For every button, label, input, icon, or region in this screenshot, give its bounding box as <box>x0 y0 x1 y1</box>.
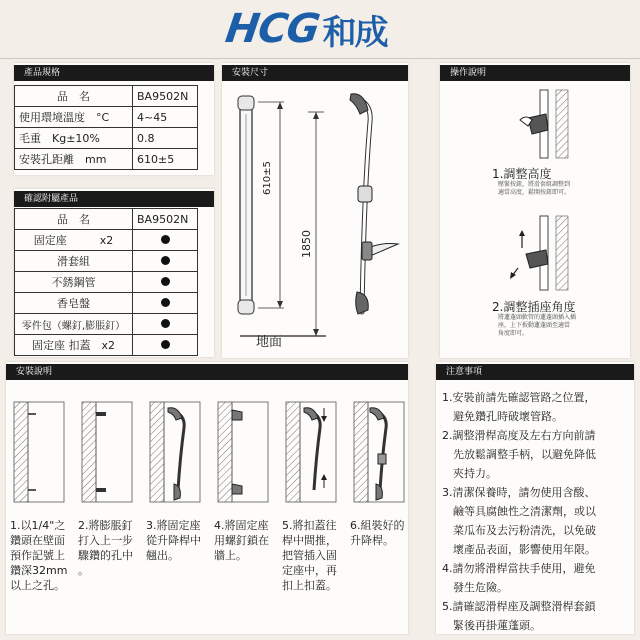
parts-table <box>14 208 198 356</box>
spec-cell: 品 名 <box>15 86 133 107</box>
parts-header: 確認附屬產品 <box>14 191 214 207</box>
included-mark <box>133 335 198 356</box>
note-line: 1.安裝前請先確認管路之位置， <box>442 391 596 404</box>
caption-line: 扣上扣蓋。 <box>282 579 337 592</box>
ops-step2-title: 2.調整插座角度 <box>492 300 576 314</box>
ops-step2-desc-2: 座，上下扳動蓮蓬頭至適當 <box>498 322 571 329</box>
included-mark <box>133 293 198 314</box>
brand-latin: HCG <box>222 6 322 52</box>
caption-line: 桿中間推， <box>282 534 337 547</box>
dot-icon <box>161 298 170 307</box>
parts-cell: 固定座 扣蓋 x2 <box>15 335 133 356</box>
spec-cell: 610±5 <box>133 149 198 170</box>
table-row <box>15 230 198 251</box>
table-row <box>15 314 198 335</box>
caption-line: 打入上一步 <box>78 534 133 547</box>
caption-line: 把管插入固 <box>282 549 337 562</box>
caption-line: 以上之孔。 <box>10 579 65 592</box>
table-row <box>15 209 198 230</box>
caption-line: 定座中，再 <box>282 564 337 577</box>
caption-line: 2.將膨脹釘 <box>78 519 133 532</box>
parts-cell: 零件包（螺釘,膨脹釘） <box>15 314 133 335</box>
table-row <box>15 335 198 356</box>
table-row <box>15 86 198 107</box>
note-line: 菜瓜布及去污粉清洗，以免破 <box>442 524 596 537</box>
caption-line: 用螺釘鎖在 <box>214 534 269 547</box>
table-row <box>15 272 198 293</box>
install-step-2 <box>78 518 142 578</box>
dot-icon <box>161 235 170 244</box>
caption-line: 4.將固定座 <box>214 519 269 532</box>
table-row <box>15 251 198 272</box>
included-mark <box>133 251 198 272</box>
included-mark <box>133 230 198 251</box>
note-line: 緊後再掛蓮蓬頭。 <box>442 619 541 632</box>
install-step-5 <box>282 518 346 593</box>
caption-line: 5.將扣蓋往 <box>282 519 337 532</box>
note-line: 4.請勿將滑桿當扶手使用，避免 <box>442 562 596 575</box>
note-line: 夾持力。 <box>442 467 497 480</box>
ops-header: 操作說明 <box>440 65 630 81</box>
parts-cell: BA9502N <box>133 209 198 230</box>
dot-icon <box>161 277 170 286</box>
dimension-1850: 1850 <box>300 230 313 258</box>
spec-cell: 4~45 <box>133 107 198 128</box>
table-row <box>15 293 198 314</box>
ops-step1-desc-1: 壓緊按鈕，將滑套組調整到 <box>498 181 571 188</box>
spec-cell: 安裝孔距離 mm <box>15 149 133 170</box>
ops-step1-title: 1.調整高度 <box>492 167 552 181</box>
parts-cell: 固定座 x2 <box>15 230 133 251</box>
spec-cell: 毛重 Kg±10% <box>15 128 133 149</box>
caption-line: 1.以1/4"之 <box>10 519 66 532</box>
caption-line: 預作記號上 <box>10 549 65 562</box>
table-row <box>15 107 198 128</box>
header-divider <box>0 58 640 59</box>
install-step-3 <box>146 518 210 563</box>
floor-label: 地面 <box>256 335 283 350</box>
brand-cn: 和成 <box>322 12 387 53</box>
parts-cell: 不銹鋼管 <box>15 272 133 293</box>
install-step-1 <box>10 518 74 593</box>
ops-step1-desc-2: 適當高度，鬆開按鈕即可。 <box>498 189 571 196</box>
ops-step2-desc-3: 角度即可。 <box>498 330 529 337</box>
spec-cell: 使用環境溫度 °C <box>15 107 133 128</box>
caption-line: 翹出。 <box>146 549 179 562</box>
dimension-drawing <box>222 82 408 354</box>
dot-icon <box>161 319 170 328</box>
caption-line: 牆上。 <box>214 549 247 562</box>
note-line: 3.清潔保養時，請勿使用含酸、 <box>442 486 596 499</box>
install-steps-illustration <box>10 398 406 510</box>
install-step-4 <box>214 518 278 563</box>
caption-line: 3.將固定座 <box>146 519 201 532</box>
caption-line: 6.組裝好的 <box>350 519 405 532</box>
ops-step2-desc-1: 將蓮蓬頭軟管的蓮蓬頭插入插 <box>498 314 577 321</box>
dot-icon <box>161 256 170 265</box>
caption-line: 升降桿。 <box>350 534 394 547</box>
spec-header: 產品規格 <box>14 65 214 81</box>
brand-logo <box>222 4 416 54</box>
caption-line: 鑽頭在壁面 <box>10 534 65 547</box>
spec-cell: 0.8 <box>133 128 198 149</box>
notes-header: 注意事項 <box>436 364 634 380</box>
note-line: 壞產品表面，影響使用年限。 <box>442 543 596 556</box>
table-row <box>15 128 198 149</box>
note-line: 鹼等具腐蝕性之清潔劑，或以 <box>442 505 596 518</box>
caption-line: 。 <box>78 564 89 577</box>
parts-cell: 香皂盤 <box>15 293 133 314</box>
caption-line: 驟鑽的孔中 <box>78 549 133 562</box>
included-mark <box>133 314 198 335</box>
adjust-angle-illustration <box>498 216 578 290</box>
parts-cell: 品 名 <box>15 209 133 230</box>
note-line: 5.請確認滑桿座及調整滑桿套鎖 <box>442 600 596 613</box>
spec-table <box>14 85 198 170</box>
note-line: 避免鑽孔時破壞管路。 <box>442 410 563 423</box>
spec-cell: BA9502N <box>133 86 198 107</box>
dims-header: 安裝尺寸 <box>222 65 408 81</box>
adjust-height-illustration <box>498 90 578 158</box>
note-line: 發生危險。 <box>442 581 508 594</box>
install-header: 安裝說明 <box>6 364 408 380</box>
parts-cell: 滑套組 <box>15 251 133 272</box>
caption-line: 鑽深32mm <box>10 564 68 577</box>
notes-list <box>442 388 632 635</box>
caption-line: 從升降桿中 <box>146 534 201 547</box>
included-mark <box>133 272 198 293</box>
note-line: 先放鬆調整手柄，以避免降低 <box>442 448 596 461</box>
note-line: 2.調整滑桿高度及左右方向前請 <box>442 429 596 442</box>
dot-icon <box>161 340 170 349</box>
table-row <box>15 149 198 170</box>
install-step-6 <box>350 518 408 548</box>
dimension-610: 610±5 <box>262 161 273 195</box>
